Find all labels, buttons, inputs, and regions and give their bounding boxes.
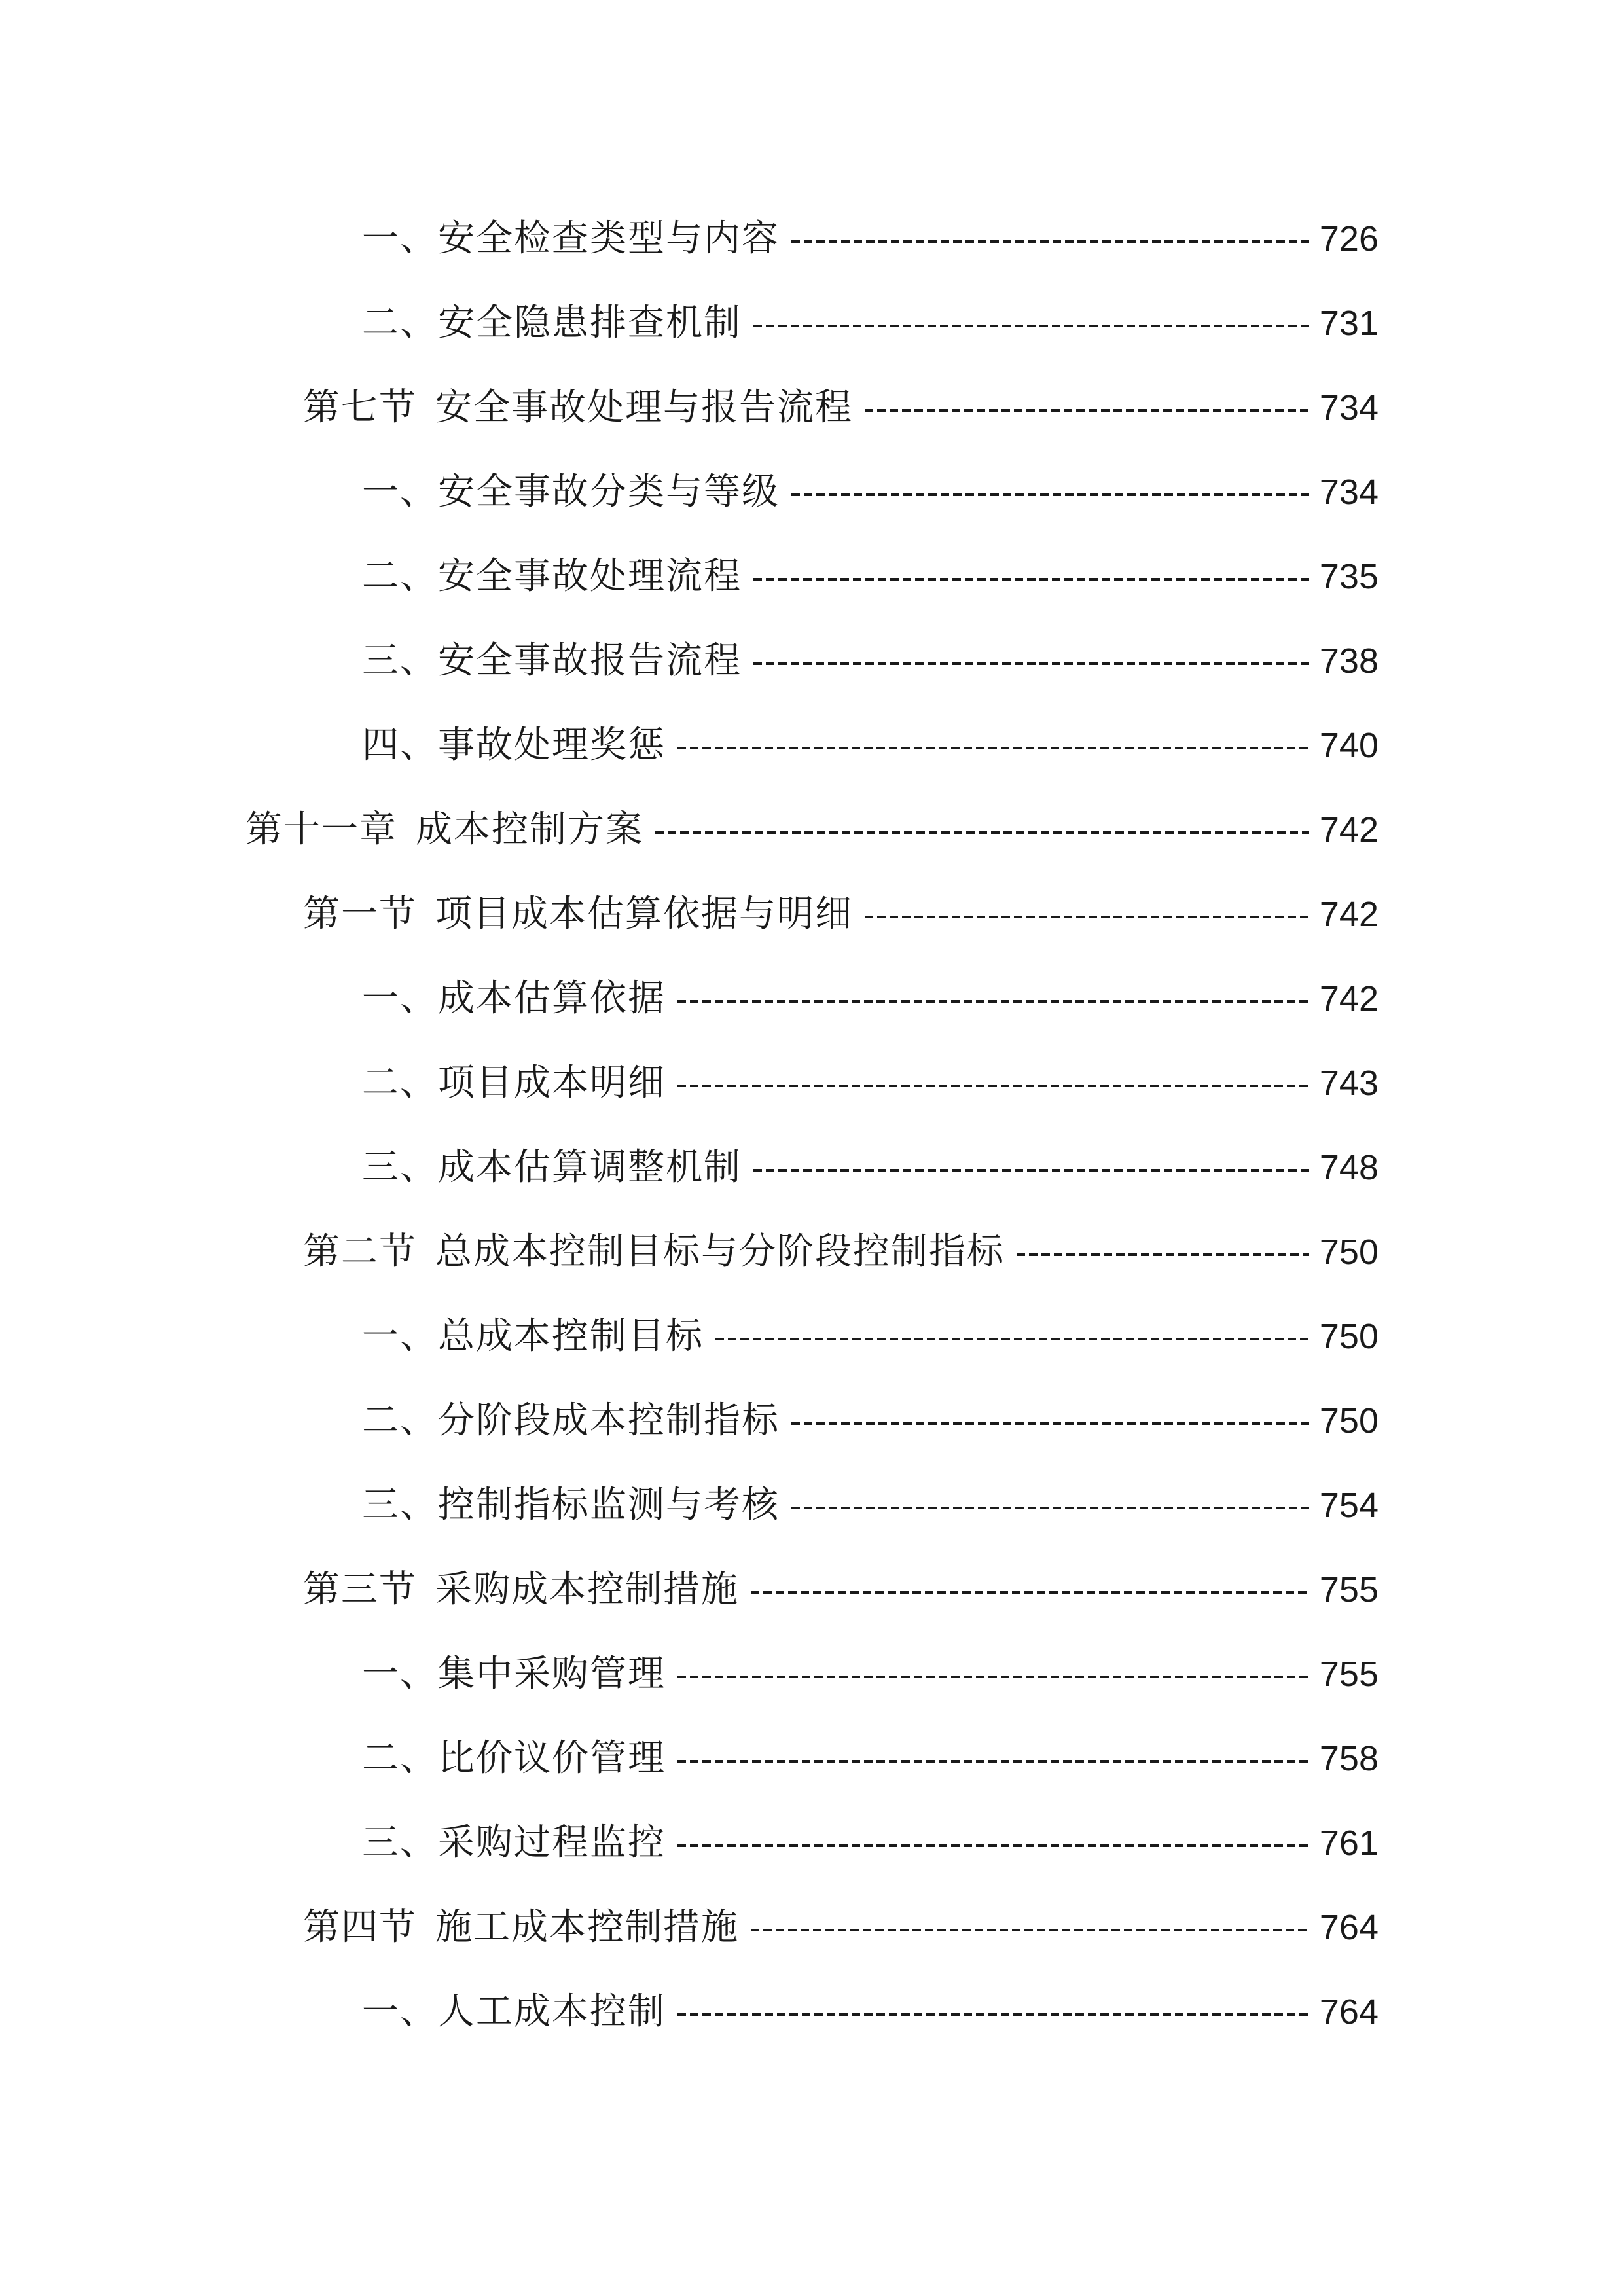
dot-leader — [753, 325, 1309, 327]
toc-entry[interactable] — [362, 969, 1379, 1028]
dot-leader — [791, 1507, 1309, 1509]
toc-page-number: 743 — [1319, 1064, 1379, 1103]
toc-entry-title: 三、采购过程监控 — [362, 1821, 666, 1864]
toc-entry[interactable] — [303, 1898, 1379, 1957]
toc-entry-title — [245, 800, 643, 859]
dot-leader — [677, 1000, 1309, 1003]
toc-entry-title: 二、项目成本明细 — [362, 1062, 666, 1104]
toc-page-number: 748 — [1319, 1148, 1379, 1187]
toc-entry-title: 一、安全事故分类与等级 — [362, 471, 780, 513]
toc-entry-title — [303, 378, 853, 437]
dot-leader — [751, 1591, 1309, 1594]
toc-page-number: 742 — [1319, 810, 1379, 850]
toc-page-number: 755 — [1319, 1570, 1379, 1609]
toc-page-number: 735 — [1319, 557, 1379, 596]
toc-entry[interactable] — [362, 1729, 1379, 1788]
toc-page-number: 731 — [1319, 304, 1379, 343]
dot-leader — [865, 409, 1309, 412]
toc-entry[interactable] — [303, 1223, 1379, 1282]
dot-leader — [677, 1676, 1309, 1678]
toc-entry[interactable] — [362, 1138, 1379, 1197]
toc-entry[interactable] — [303, 1560, 1379, 1619]
toc-entry-title: 二、安全隐患排查机制 — [362, 302, 742, 344]
section-title: 项目成本估算依据与明细 — [435, 893, 853, 935]
toc-page-number: 742 — [1319, 895, 1379, 934]
toc-entry[interactable] — [362, 1307, 1379, 1366]
toc-page-number: 726 — [1319, 219, 1379, 259]
toc-entry[interactable] — [362, 209, 1379, 268]
toc-entry-title: 一、安全检查类型与内容 — [362, 217, 780, 260]
dot-leader — [677, 1844, 1309, 1847]
toc-entry[interactable] — [362, 1054, 1379, 1113]
section-label: 第一节 — [303, 893, 417, 935]
toc-entry[interactable] — [362, 632, 1379, 691]
toc-entry-title: 二、比价议价管理 — [362, 1737, 666, 1780]
toc-entry[interactable] — [362, 1476, 1379, 1535]
section-title: 采购成本控制措施 — [435, 1568, 739, 1611]
toc-entry[interactable] — [362, 1814, 1379, 1873]
toc-entry[interactable] — [362, 294, 1379, 353]
toc-page-number: 755 — [1319, 1655, 1379, 1694]
section-title: 总成本控制目标与分阶段控制指标 — [435, 1230, 1005, 1273]
dot-leader — [791, 1422, 1309, 1425]
toc-page-number: 738 — [1319, 641, 1379, 681]
toc-page-number: 764 — [1319, 1908, 1379, 1947]
dot-leader — [655, 831, 1309, 834]
section-title: 施工成本控制措施 — [435, 1906, 739, 1948]
toc-entry[interactable] — [362, 547, 1379, 606]
toc-page-number: 740 — [1319, 726, 1379, 765]
toc-entry-title — [303, 1223, 1005, 1282]
toc-page-number: 742 — [1319, 979, 1379, 1018]
toc-entry[interactable] — [362, 1645, 1379, 1704]
toc-page-number: 754 — [1319, 1486, 1379, 1525]
toc-page-number: 734 — [1319, 388, 1379, 427]
section-label: 第三节 — [303, 1568, 417, 1611]
chapter-label: 第十一章 — [245, 808, 397, 851]
toc-entry-title: 一、集中采购管理 — [362, 1653, 666, 1695]
toc-entry-title: 三、控制指标监测与考核 — [362, 1484, 780, 1526]
toc-page-number: 761 — [1319, 1823, 1379, 1863]
dot-leader — [791, 240, 1309, 243]
section-label: 第七节 — [303, 386, 417, 429]
toc-page-number: 764 — [1319, 1992, 1379, 2032]
toc-entry[interactable] — [303, 378, 1379, 437]
toc-page-number: 734 — [1319, 473, 1379, 512]
dot-leader — [865, 916, 1309, 918]
dot-leader — [753, 1169, 1309, 1172]
toc-entry[interactable] — [303, 885, 1379, 944]
dot-leader — [753, 578, 1309, 581]
dot-leader — [791, 493, 1309, 496]
toc-entry-title — [303, 1560, 739, 1619]
toc-entry-title: 二、安全事故处理流程 — [362, 555, 742, 598]
section-label: 第四节 — [303, 1906, 417, 1948]
toc-entry-title — [303, 885, 853, 944]
dot-leader — [677, 2013, 1309, 2016]
toc-entry-title: 四、事故处理奖惩 — [362, 724, 666, 766]
toc-entry[interactable] — [362, 716, 1379, 775]
toc-entry-title — [303, 1898, 739, 1957]
toc-entry[interactable] — [362, 1391, 1379, 1450]
dot-leader — [715, 1338, 1309, 1340]
toc-page-number: 750 — [1319, 1401, 1379, 1441]
dot-leader — [753, 662, 1309, 665]
toc-entry[interactable] — [362, 1982, 1379, 2041]
toc-entry[interactable] — [362, 463, 1379, 522]
toc-entry-title: 一、成本估算依据 — [362, 977, 666, 1020]
toc-entry-title: 三、成本估算调整机制 — [362, 1146, 742, 1189]
dot-leader — [1017, 1253, 1309, 1256]
section-label: 第二节 — [303, 1230, 417, 1273]
toc-entry-title: 一、总成本控制目标 — [362, 1315, 704, 1357]
toc-entry-title: 二、分阶段成本控制指标 — [362, 1399, 780, 1442]
section-title: 安全事故处理与报告流程 — [435, 386, 853, 429]
toc-page-number: 750 — [1319, 1317, 1379, 1356]
dot-leader — [677, 747, 1309, 749]
chapter-title: 成本控制方案 — [416, 808, 643, 851]
dot-leader — [677, 1760, 1309, 1763]
toc-page-number: 750 — [1319, 1232, 1379, 1272]
dot-leader — [751, 1929, 1309, 1931]
toc-page-number: 758 — [1319, 1739, 1379, 1778]
toc-entry-title: 三、安全事故报告流程 — [362, 639, 742, 682]
toc-entry-title: 一、人工成本控制 — [362, 1990, 666, 2033]
toc-entry[interactable] — [245, 800, 1379, 859]
dot-leader — [677, 1085, 1309, 1087]
